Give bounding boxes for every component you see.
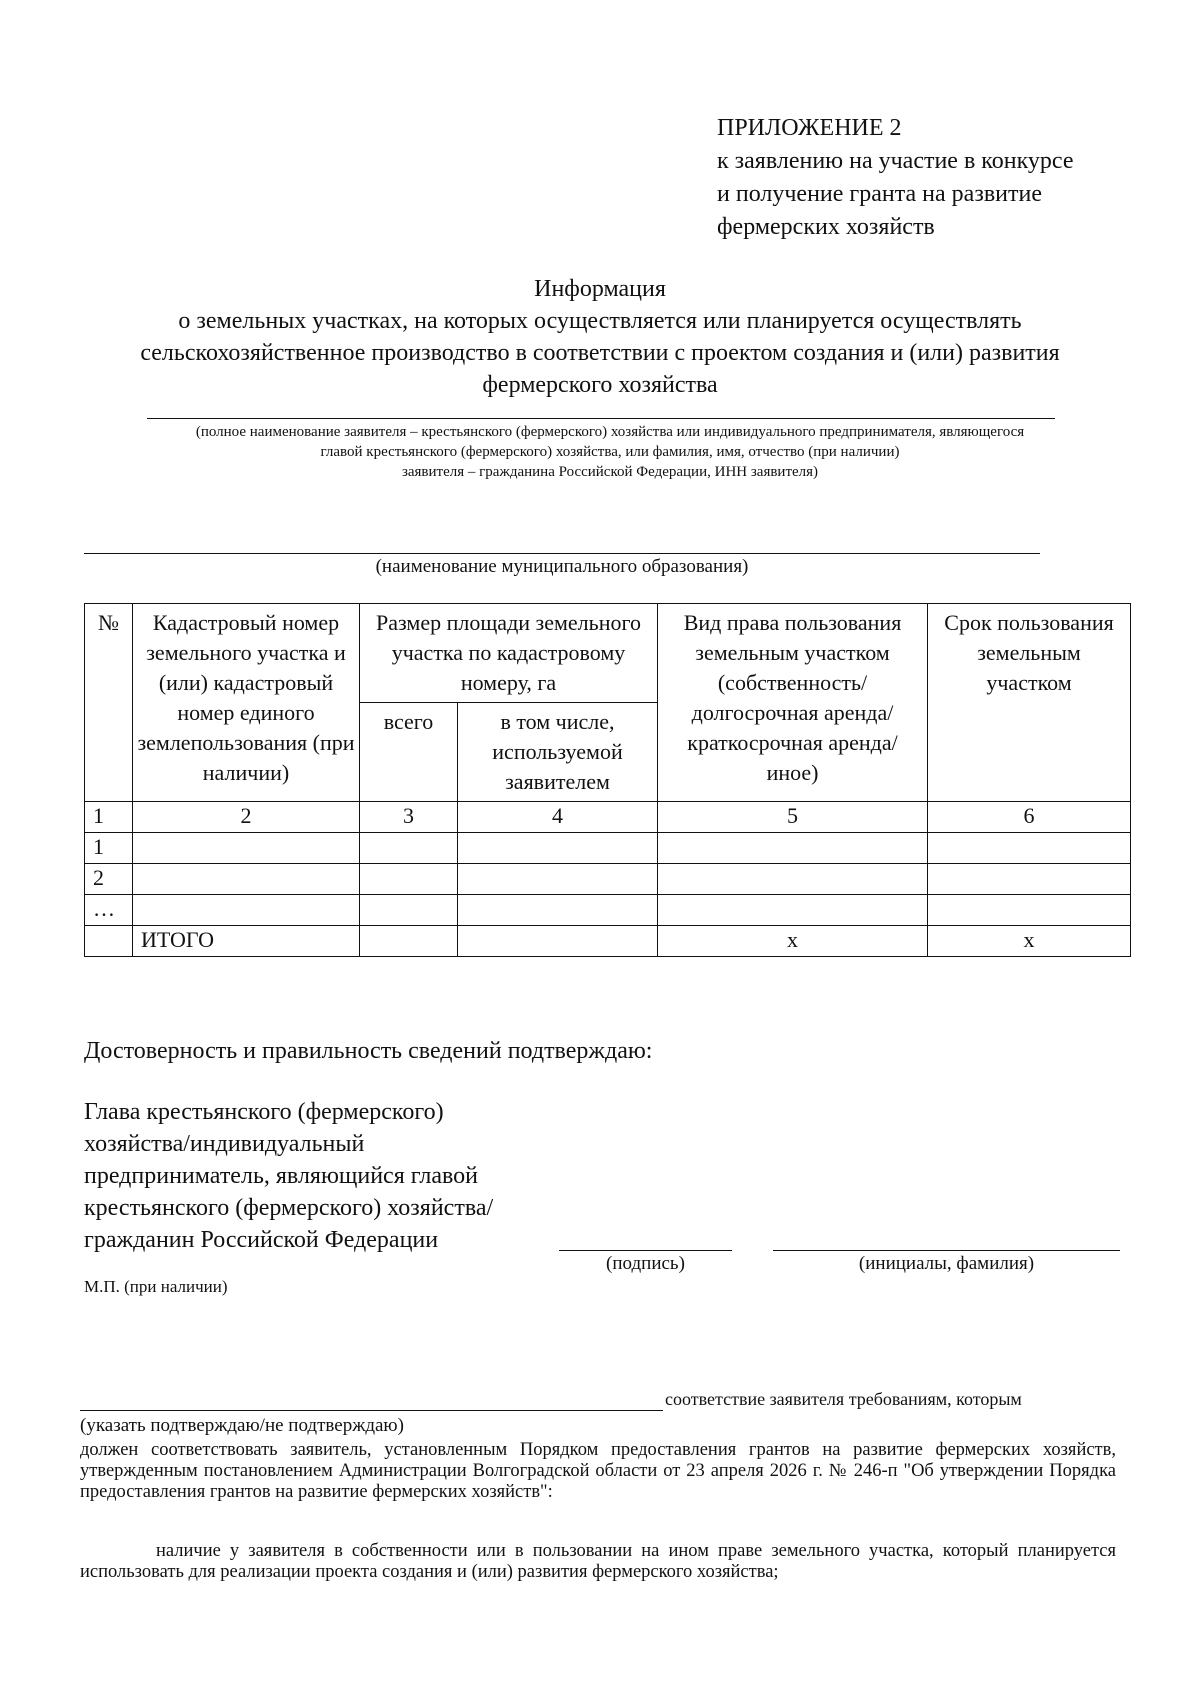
total-no-cell [85, 926, 133, 957]
cell-right-type[interactable] [658, 864, 928, 895]
head-line: гражданин Российской Федерации [84, 1227, 439, 1253]
appendix-line: к заявлению на участие в конкурсе [717, 148, 1074, 174]
total-area-used[interactable] [458, 926, 658, 957]
header-no: № [85, 604, 133, 802]
total-row [85, 926, 1131, 957]
cell-area-total[interactable] [360, 895, 458, 926]
conformity-text: соответствие заявителя требованиям, которым [665, 1389, 1022, 1409]
head-line: Глава крестьянского (фермерского) [84, 1099, 444, 1125]
appendix-line: фермерских хозяйств [717, 214, 935, 240]
land-plots-table [84, 603, 1131, 957]
row-number: … [85, 895, 133, 926]
applicant-caption-line: (полное наименование заявителя – крестьянского (фермерского) хозяйства или индивидуального предпринимателя, являющегося [195, 424, 1025, 440]
column-number: 6 [928, 802, 1131, 833]
cell-area-used[interactable] [458, 833, 658, 864]
head-line: крестьянского (фермерского) хозяйства/ [84, 1195, 494, 1221]
cell-term[interactable] [928, 833, 1131, 864]
applicant-caption-line: заявителя – гражданина Российской Федерации, ИНН заявителя) [401, 464, 819, 480]
header-right-type: Вид права пользования земельным участком (собственность/ долгосрочная аренда/краткосрочная аренда/ иное) [658, 604, 928, 802]
cell-cadastral[interactable] [133, 833, 360, 864]
title-line: о земельных участках, на которых осуществляется или планируется осуществлять [178, 308, 1022, 334]
confirm-choice-line[interactable] [80, 1410, 663, 1411]
cell-area-total[interactable] [360, 833, 458, 864]
head-line: предприниматель, являющийся главой [84, 1163, 479, 1189]
cell-area-used[interactable] [458, 895, 658, 926]
total-label: ИТОГО [133, 926, 360, 957]
header-cadastral: Кадастровый номер земельного участка и (или) кадастровый номер единого землепользования (при наличии) [133, 604, 360, 802]
cell-term[interactable] [928, 895, 1131, 926]
cell-cadastral[interactable] [133, 895, 360, 926]
header-term: Срок пользования земельным участком [928, 604, 1131, 802]
applicant-caption [80, 422, 1140, 482]
total-term: х [928, 926, 1131, 957]
indicate-caption: (указать подтверждаю/не подтверждаю) [80, 1415, 404, 1436]
table-row [85, 864, 1131, 895]
total-right-type: х [658, 926, 928, 957]
cell-right-type[interactable] [658, 895, 928, 926]
cell-area-used[interactable] [458, 864, 658, 895]
column-number: 2 [133, 802, 360, 833]
applicant-name-line[interactable] [147, 418, 1055, 419]
row-number: 2 [85, 864, 133, 895]
table-row [85, 833, 1131, 864]
land-plot-paragraph: наличие у заявителя в собственности или в пользовании на ином праве земельного участка, который планируется использовать для реализации проекта создания и (или) развития фермерского хозяйства; [80, 1541, 1116, 1582]
municipality-caption: (наименование муниципального образования) [375, 556, 749, 577]
signature-line[interactable] [559, 1250, 732, 1251]
municipality-line[interactable] [84, 553, 1040, 554]
cell-cadastral[interactable] [133, 864, 360, 895]
appendix-title: ПРИЛОЖЕНИЕ 2 [717, 115, 902, 141]
confirmation-text: Достоверность и правильность сведений подтверждаю: [84, 1038, 653, 1064]
initials-caption: (инициалы, фамилия) [858, 1253, 1035, 1274]
title-line: фермерского хозяйства [482, 372, 718, 398]
appendix-line: и получение гранта на развитие [717, 181, 1042, 207]
column-number: 1 [85, 802, 133, 833]
cell-area-total[interactable] [360, 864, 458, 895]
initials-line[interactable] [773, 1250, 1120, 1251]
head-line: хозяйства/индивидуальный [84, 1131, 365, 1157]
column-number: 5 [658, 802, 928, 833]
header-area: Размер площади земельного участка по кадастровому номеру, га [360, 604, 658, 703]
cell-right-type[interactable] [658, 833, 928, 864]
table-row [85, 895, 1131, 926]
cell-term[interactable] [928, 864, 1131, 895]
header-area-total: всего [360, 703, 458, 802]
applicant-caption-line: главой крестьянского (фермерского) хозяйства, или фамилия, имя, отчество (при наличии) [320, 444, 900, 460]
total-area-total[interactable] [360, 926, 458, 957]
stamp-caption: М.П. (при наличии) [84, 1277, 228, 1296]
document-title [60, 273, 1140, 401]
column-number: 4 [458, 802, 658, 833]
column-number: 3 [360, 802, 458, 833]
header-area-used: в том числе, используемой заявителем [458, 703, 658, 802]
head-title-block [84, 1096, 493, 1256]
requirements-paragraph: должен соответствовать заявитель, установленным Порядком предоставления грантов на развитие фермерских хозяйств, утвержденным постановлением Администрации Волгоградской области от 23 апреля 2026 г. № 246-п "Об утверждении Порядка предоставления грантов на развитие фермерских хозяйств": [80, 1440, 1116, 1502]
row-number: 1 [85, 833, 133, 864]
title-heading: Информация [534, 276, 666, 302]
title-line: сельскохозяйственное производство в соответствии с проектом создания и (или) развития [140, 340, 1060, 366]
signature-caption: (подпись) [606, 1253, 685, 1274]
appendix-header [717, 112, 1177, 244]
